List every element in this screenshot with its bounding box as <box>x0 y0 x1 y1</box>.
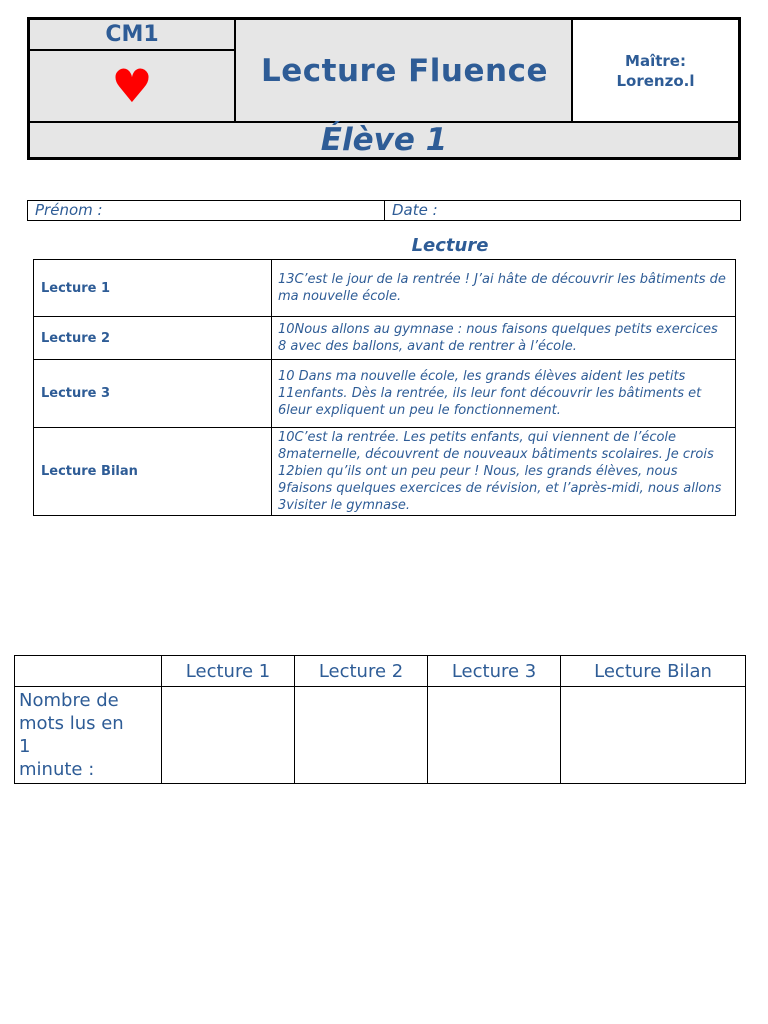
reading-label: Lecture 2 <box>34 317 272 360</box>
results-column-header: Lecture 1 <box>162 656 295 687</box>
student-label: Élève 1 <box>30 121 738 157</box>
reading-row <box>34 260 736 317</box>
heart-icon: ♥ <box>30 51 236 121</box>
reading-text: 10Nous allons au gymnase : nous faisons quelques petits exercices 8 avec des ballons, avant de rentrer à l’école. <box>272 317 736 360</box>
teacher-box <box>571 20 738 121</box>
reading-row <box>34 317 736 360</box>
teacher-label: Maître: <box>625 51 686 70</box>
results-row-label-line: minute : <box>19 759 95 780</box>
results-column-header: Lecture Bilan <box>561 656 746 687</box>
first-name-field[interactable]: Prénom : <box>28 201 385 220</box>
class-level: CM1 <box>30 20 236 51</box>
worksheet-title: Lecture Fluence <box>260 52 548 89</box>
results-row-label-line: mots lus en <box>19 713 124 734</box>
results-corner-cell <box>15 656 162 687</box>
results-table <box>14 655 746 784</box>
worksheet-header <box>27 17 741 160</box>
reading-label: Lecture Bilan <box>34 428 272 516</box>
reading-table <box>33 259 736 516</box>
reading-row <box>34 428 736 516</box>
reading-section-title: Lecture <box>411 235 489 256</box>
name-date-row <box>27 200 741 221</box>
results-row-label <box>15 687 162 784</box>
results-column-header: Lecture 3 <box>428 656 561 687</box>
results-row-label-line: Nombre de <box>19 690 119 711</box>
results-entry-cell[interactable] <box>428 687 561 784</box>
reading-text: 10 Dans ma nouvelle école, les grands élèves aident les petits 11enfants. Dès la rentrée, ils leur font découvrir les bâtiments et 6leur expliquent un peu le fonctionnement. <box>272 360 736 428</box>
results-column-header: Lecture 2 <box>295 656 428 687</box>
date-field[interactable]: Date : <box>392 201 438 219</box>
reading-label: Lecture 3 <box>34 360 272 428</box>
results-row <box>15 687 746 784</box>
results-entry-cell[interactable] <box>295 687 428 784</box>
reading-text: 13C’est le jour de la rentrée ! J’ai hâte de découvrir les bâtiments de ma nouvelle école. <box>272 260 736 317</box>
reading-label: Lecture 1 <box>34 260 272 317</box>
results-header-row <box>15 656 746 687</box>
results-row-label-line: 1 <box>19 736 31 757</box>
results-entry-cell[interactable] <box>162 687 295 784</box>
reading-row <box>34 360 736 428</box>
reading-text: 10C’est la rentrée. Les petits enfants, qui viennent de l’école 8maternelle, découvrent de nouveaux bâtiments scolaires. Je crois 12bien qu’ils ont un peu peur ! Nous, les grands élèves, nous 9faisons quelques exercices de révision, et l’après-midi, nous allons 3visiter le gymnase. <box>272 428 736 516</box>
teacher-name: Lorenzo.l <box>616 71 695 90</box>
results-entry-cell[interactable] <box>561 687 746 784</box>
